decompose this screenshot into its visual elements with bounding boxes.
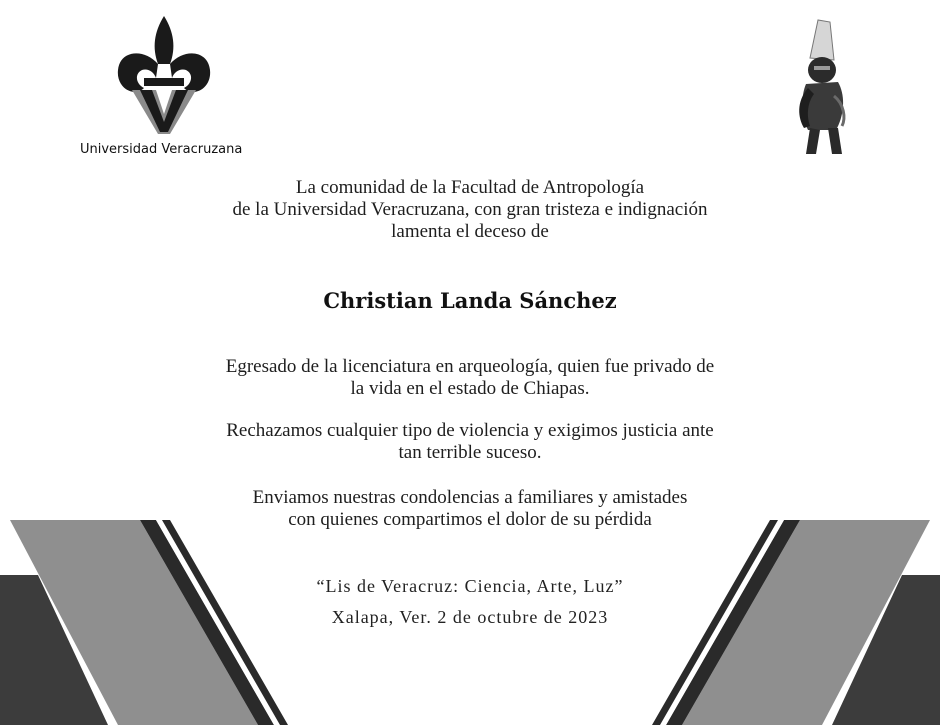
paragraph-line: tan terrible suceso. [398, 442, 542, 463]
paragraph-line: Rechazamos cualquier tipo de violencia y exigimos justicia ante [226, 420, 714, 441]
paragraph-line: con quienes compartimos el dolor de su pérdida [288, 509, 652, 530]
university-motto: “Lis de Veracruz: Ciencia, Arte, Luz” [316, 576, 624, 596]
paragraph-justice [120, 420, 820, 464]
university-logo [80, 14, 250, 164]
paragraph-line: la vida en el estado de Chiapas. [350, 378, 590, 399]
intro-text [120, 177, 820, 243]
paragraph-condolences [120, 487, 820, 531]
intro-line: lamenta el deceso de [391, 221, 549, 242]
intro-line: La comunidad de la Facultad de Antropología [295, 177, 645, 198]
archaeological-figurine-icon [788, 18, 854, 158]
university-name: Universidad Veracruzana [80, 142, 243, 157]
place-and-date: Xalapa, Ver. 2 de octubre de 2023 [331, 607, 609, 627]
fleur-de-lis-v-icon [114, 14, 214, 139]
paragraph-line: Enviamos nuestras condolencias a familiares y amistades [252, 487, 688, 508]
paragraph-line: Egresado de la licenciatura en arqueología, quien fue privado de [225, 356, 715, 377]
intro-line: de la Universidad Veracruzana, con gran tristeza e indignación [232, 199, 708, 220]
paragraph-graduate [120, 356, 820, 400]
deceased-name: Christian Landa Sánchez [323, 288, 617, 313]
